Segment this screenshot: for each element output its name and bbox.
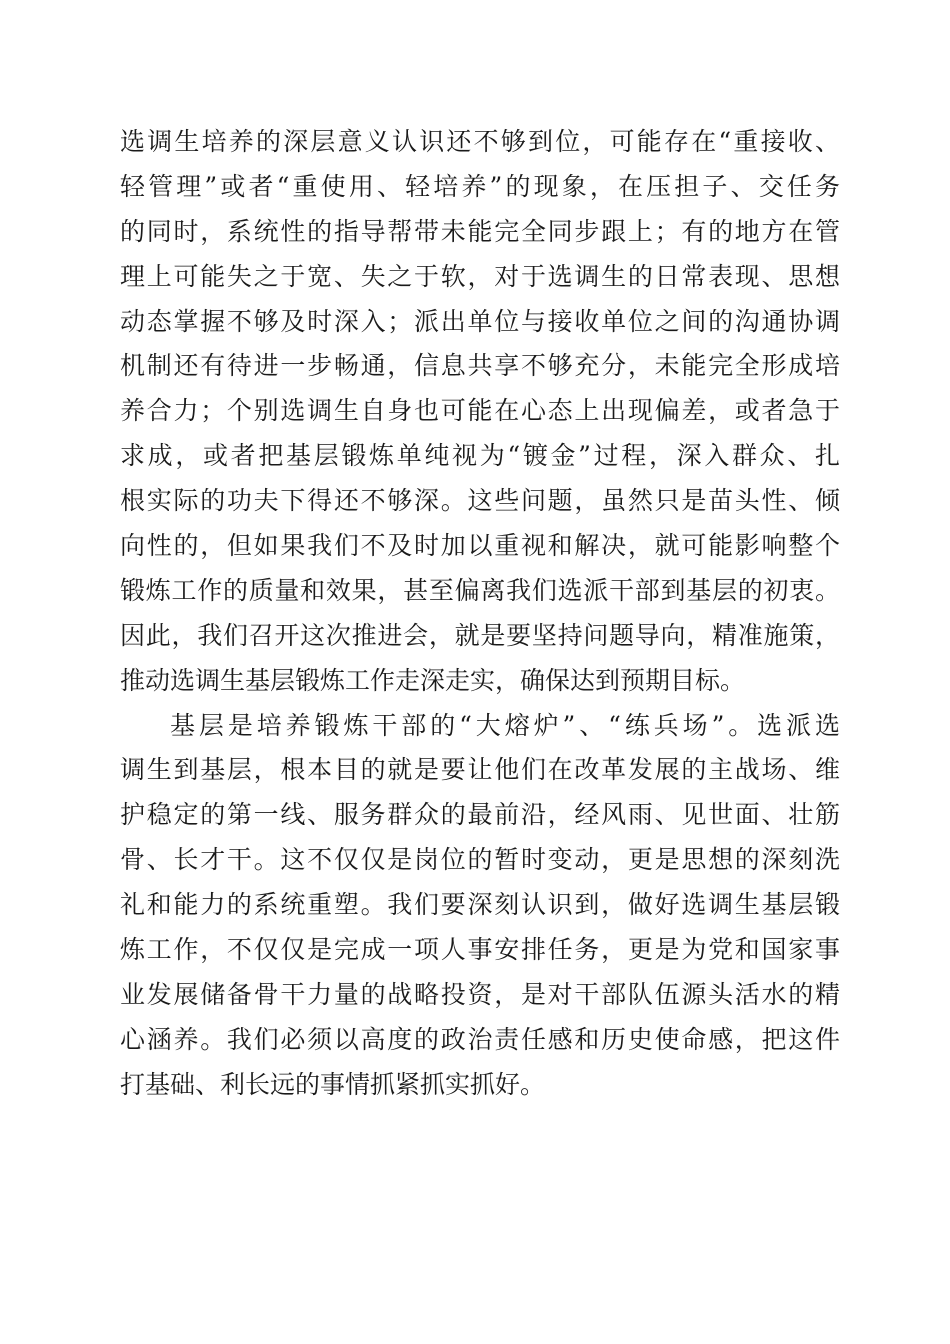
- paragraph-line: 业发展储备骨干力量的战略投资，是对干部队伍源头活水的精: [120, 979, 840, 1009]
- paragraph-line: 骨、长才干。这不仅仅是岗位的暂时变动，更是思想的深刻洗: [120, 845, 840, 875]
- paragraph-line: 心涵养。我们必须以高度的政治责任感和历史使命感，把这件: [120, 1024, 840, 1054]
- document-body: [120, 120, 840, 1108]
- paragraph-line: 理上可能失之于宽、失之于软，对于选调生的日常表现、思想: [120, 261, 840, 291]
- paragraph-line: 动态掌握不够及时深入；派出单位与接收单位之间的沟通协调: [120, 306, 840, 336]
- paragraph-line: 礼和能力的系统重塑。我们要深刻认识到，做好选调生基层锻: [120, 890, 840, 920]
- paragraph-line: 轻管理”或者“重使用、轻培养”的现象，在压担子、交任务: [120, 171, 840, 201]
- paragraph-1: [120, 120, 840, 704]
- paragraph-line: 的同时，系统性的指导帮带未能完全同步跟上；有的地方在管: [120, 216, 840, 246]
- paragraph-line: 锻炼工作的质量和效果，甚至偏离我们选派干部到基层的初衷。: [120, 575, 840, 605]
- paragraph-line: 调生到基层，根本目的就是要让他们在改革发展的主战场、维: [120, 755, 840, 785]
- paragraph-line: 基层是培养锻炼干部的“大熔炉”、“练兵场”。选派选: [170, 710, 840, 740]
- paragraph-line: 护稳定的第一线、服务群众的最前沿，经风雨、见世面、壮筋: [120, 800, 840, 830]
- paragraph-line: 养合力；个别选调生自身也可能在心态上出现偏差，或者急于: [120, 396, 840, 426]
- paragraph-line: 因此，我们召开这次推进会，就是要坚持问题导向，精准施策，: [120, 620, 840, 650]
- paragraph-line: 打基础、利长远的事情抓紧抓实抓好。: [120, 1069, 546, 1099]
- paragraph-line: 机制还有待进一步畅通，信息共享不够充分，未能完全形成培: [120, 351, 840, 381]
- paragraph-line: 炼工作，不仅仅是完成一项人事安排任务，更是为党和国家事: [120, 935, 840, 965]
- paragraph-line: 推动选调生基层锻炼工作走深走实，确保达到预期目标。: [120, 665, 746, 695]
- paragraph-2: [120, 704, 840, 1108]
- paragraph-line: 求成，或者把基层锻炼单纯视为“镀金”过程，深入群众、扎: [120, 441, 840, 471]
- paragraph-line: 选调生培养的深层意义认识还不够到位，可能存在“重接收、: [120, 127, 840, 156]
- paragraph-line: 向性的，但如果我们不及时加以重视和解决，就可能影响整个: [120, 531, 840, 561]
- paragraph-line: 根实际的功夫下得还不够深。这些问题，虽然只是苗头性、倾: [120, 486, 840, 516]
